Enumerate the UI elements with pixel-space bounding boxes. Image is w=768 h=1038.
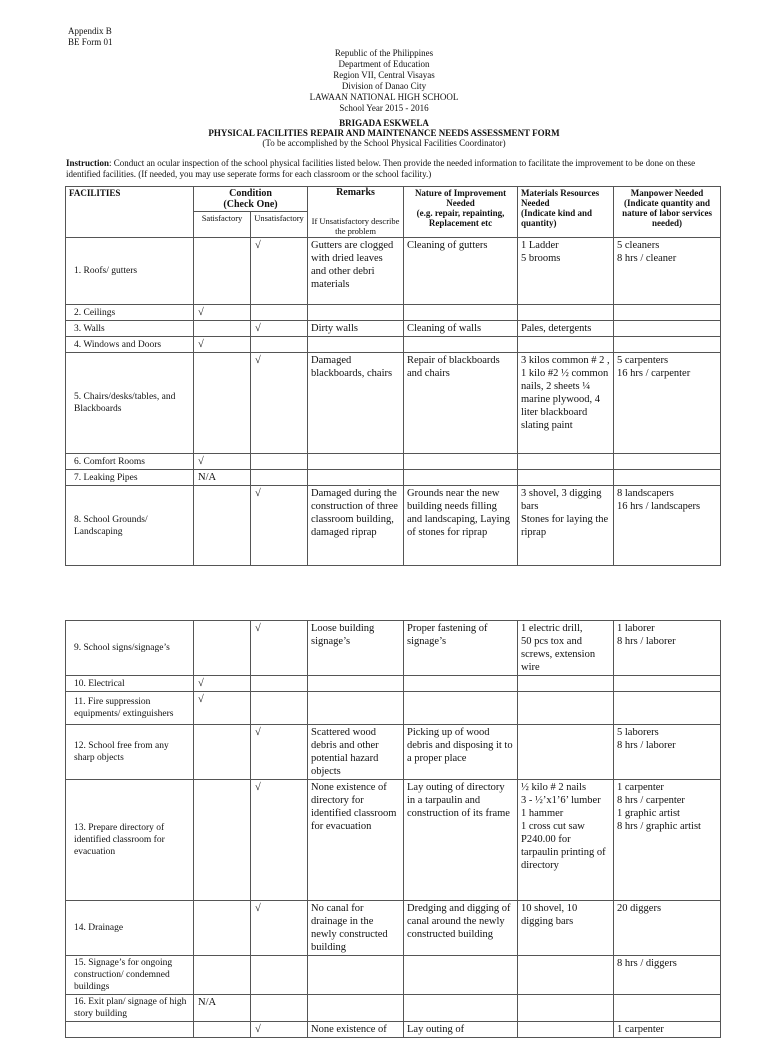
table-row [66, 780, 721, 901]
agency-line: Region VII, Central Visayas [333, 70, 435, 80]
form-code: BE Form 01 [68, 37, 113, 47]
unsatisfactory-cell [251, 454, 308, 470]
satisfactory-cell [194, 621, 251, 676]
col-nature [404, 187, 518, 238]
table-row [66, 321, 721, 337]
nature-cell: Cleaning of walls [404, 321, 518, 337]
manpower-cell: 5 cleaners 8 hrs / cleaner [614, 238, 721, 305]
remarks-cell [308, 337, 404, 353]
manpower-cell [614, 692, 721, 725]
nature-cell [404, 305, 518, 321]
col-nature-sub: (e.g. repair, repainting, Replacement etc [416, 208, 505, 228]
manpower-cell [614, 321, 721, 337]
materials-cell [518, 956, 614, 995]
table-row [66, 692, 721, 725]
unsatisfactory-cell [251, 956, 308, 995]
satisfactory-cell: N/A [194, 470, 251, 486]
table-row [66, 353, 721, 454]
nature-cell: Lay outing of [404, 1022, 518, 1038]
unsatisfactory-cell: √ [251, 901, 308, 956]
satisfactory-cell [194, 725, 251, 780]
table-row [66, 454, 721, 470]
manpower-cell: 5 laborers 8 hrs / laborer [614, 725, 721, 780]
table-row [66, 470, 721, 486]
materials-cell [518, 470, 614, 486]
unsatisfactory-cell [251, 692, 308, 725]
materials-cell: 1 electric drill, 50 pcs tox and screws, extension wire [518, 621, 614, 676]
table-row [66, 486, 721, 566]
table-row [66, 995, 721, 1022]
col-manpower-label: Manpower Needed [630, 188, 704, 198]
satisfactory-cell [194, 353, 251, 454]
materials-cell [518, 725, 614, 780]
col-check-one: (Check One) [223, 199, 278, 210]
unsatisfactory-cell: √ [251, 780, 308, 901]
materials-cell: 3 shovel, 3 digging bars Stones for laying the riprap [518, 486, 614, 566]
instruction-label: Instruction [66, 158, 110, 168]
form-subtitle: (To be accomplished by the School Physical Facilities Coordinator) [262, 138, 506, 148]
materials-cell [518, 305, 614, 321]
col-materials-label: Materials Resources Needed [521, 188, 600, 208]
assessment-table-page2 [65, 620, 721, 1038]
unsatisfactory-cell: √ [251, 353, 308, 454]
nature-cell: Dredging and digging of canal around the newly constructed building [404, 901, 518, 956]
table-row [66, 725, 721, 780]
table-row [66, 956, 721, 995]
nature-cell [404, 995, 518, 1022]
manpower-cell: 1 carpenter [614, 1022, 721, 1038]
materials-cell: 1 Ladder 5 brooms [518, 238, 614, 305]
manpower-cell: 1 carpenter 8 hrs / carpenter 1 graphic artist 8 hrs / graphic artist [614, 780, 721, 901]
col-remarks: Remarks [308, 187, 404, 212]
manpower-cell [614, 470, 721, 486]
table-row [66, 337, 721, 353]
manpower-cell [614, 337, 721, 353]
unsatisfactory-cell: √ [251, 1022, 308, 1038]
nature-cell [404, 676, 518, 692]
remarks-cell: Loose building signage’s [308, 621, 404, 676]
satisfactory-cell: N/A [194, 995, 251, 1022]
form-title-1: BRIGADA ESKWELA [339, 118, 429, 128]
facility-cell: 16. Exit plan/ signage of high story building [66, 995, 194, 1022]
table-row [66, 676, 721, 692]
manpower-cell: 5 carpenters 16 hrs / carpenter [614, 353, 721, 454]
materials-cell [518, 676, 614, 692]
satisfactory-cell: √ [194, 337, 251, 353]
materials-cell [518, 995, 614, 1022]
facility-cell: 6. Comfort Rooms [66, 454, 194, 470]
materials-cell: 10 shovel, 10 digging bars [518, 901, 614, 956]
facility-cell: 4. Windows and Doors [66, 337, 194, 353]
form-title-2: PHYSICAL FACILITIES REPAIR AND MAINTENANCE NEEDS ASSESSMENT FORM [208, 128, 560, 138]
materials-cell: 3 kilos common # 2 , 1 kilo #2 ½ common nails, 2 sheets ¼ marine plywood, 4 liter blackboard slating paint [518, 353, 614, 454]
col-satisfactory: Satisfactory [194, 212, 251, 238]
remarks-cell: None existence of directory for identified classroom for evacuation [308, 780, 404, 901]
satisfactory-cell [194, 486, 251, 566]
nature-cell: Lay outing of directory in a tarpaulin and construction of its frame [404, 780, 518, 901]
manpower-cell [614, 676, 721, 692]
appendix-label: Appendix B [68, 26, 112, 36]
nature-cell: Picking up of wood debris and disposing it to a proper place [404, 725, 518, 780]
remarks-cell [308, 454, 404, 470]
facility-cell: 13. Prepare directory of identified classroom for evacuation [66, 780, 194, 901]
facility-cell: 11. Fire suppression equipments/ extinguishers [66, 692, 194, 725]
unsatisfactory-cell: √ [251, 621, 308, 676]
facility-cell: 7. Leaking Pipes [66, 470, 194, 486]
manpower-cell: 8 landscapers 16 hrs / landscapers [614, 486, 721, 566]
nature-cell [404, 470, 518, 486]
nature-cell [404, 956, 518, 995]
agency-line: School Year 2015 - 2016 [339, 103, 429, 113]
facility-cell: 9. School signs/signage’s [66, 621, 194, 676]
col-manpower-sub: (Indicate quantity and nature of labor services needed) [622, 198, 712, 228]
remarks-cell: Scattered wood debris and other potential hazard objects [308, 725, 404, 780]
manpower-cell [614, 454, 721, 470]
nature-cell: Proper fastening of signage’s [404, 621, 518, 676]
remarks-cell [308, 956, 404, 995]
manpower-cell: 20 diggers [614, 901, 721, 956]
remarks-cell [308, 676, 404, 692]
satisfactory-cell [194, 780, 251, 901]
manpower-cell: 8 hrs / diggers [614, 956, 721, 995]
remarks-cell [308, 305, 404, 321]
unsatisfactory-cell: √ [251, 725, 308, 780]
agency-line: Department of Education [338, 59, 430, 69]
facility-cell: 12. School free from any sharp objects [66, 725, 194, 780]
satisfactory-cell: √ [194, 676, 251, 692]
unsatisfactory-cell [251, 676, 308, 692]
facility-cell: 14. Drainage [66, 901, 194, 956]
facility-cell: 5. Chairs/desks/tables, and Blackboards [66, 353, 194, 454]
agency-line: LAWAAN NATIONAL HIGH SCHOOL [309, 92, 459, 102]
nature-cell: Repair of blackboards and chairs [404, 353, 518, 454]
nature-cell [404, 692, 518, 725]
satisfactory-cell [194, 901, 251, 956]
remarks-cell: Damaged during the construction of three classroom building, damaged riprap [308, 486, 404, 566]
materials-cell [518, 454, 614, 470]
table-row [66, 305, 721, 321]
unsatisfactory-cell [251, 470, 308, 486]
instruction-text: : Conduct an ocular inspection of the school physical facilities listed below. Then provide the needed information to facilitate the improvement to be done on these identified facilities. (If needed, you may use seperate forms for each classroom or the school facility.) [66, 158, 696, 179]
nature-cell [404, 454, 518, 470]
agency-line: Republic of the Philippines [334, 48, 434, 58]
remarks-cell [308, 692, 404, 725]
facility-cell: 2. Ceilings [66, 305, 194, 321]
col-facilities: FACILITIES [66, 187, 194, 238]
remarks-cell: Dirty walls [308, 321, 404, 337]
unsatisfactory-cell [251, 995, 308, 1022]
materials-cell [518, 692, 614, 725]
table-row [66, 621, 721, 676]
instruction-paragraph [66, 158, 706, 180]
remarks-cell: Gutters are clogged with dried leaves and other debri materials [308, 238, 404, 305]
unsatisfactory-cell: √ [251, 238, 308, 305]
unsatisfactory-cell [251, 337, 308, 353]
facility-cell: 10. Electrical [66, 676, 194, 692]
satisfactory-cell: √ [194, 692, 251, 725]
facility-cell: 1. Roofs/ gutters [66, 238, 194, 305]
remarks-cell [308, 995, 404, 1022]
table-row [66, 238, 721, 305]
table-row [66, 901, 721, 956]
remarks-cell: No canal for drainage in the newly constructed building [308, 901, 404, 956]
unsatisfactory-cell [251, 305, 308, 321]
facility-cell: 3. Walls [66, 321, 194, 337]
col-condition [194, 187, 308, 212]
nature-cell [404, 337, 518, 353]
remarks-cell: Damaged blackboards, chairs [308, 353, 404, 454]
satisfactory-cell [194, 238, 251, 305]
col-unsatisfactory: Unsatisfactory [251, 212, 308, 238]
agency-header [0, 48, 768, 114]
unsatisfactory-cell: √ [251, 486, 308, 566]
remarks-cell: None existence of [308, 1022, 404, 1038]
materials-cell: Pales, detergents [518, 321, 614, 337]
col-remarks-sub: If Unsatisfactory describe the problem [308, 212, 404, 238]
manpower-cell [614, 995, 721, 1022]
materials-cell [518, 337, 614, 353]
col-nature-label: Nature of Improvement Needed [414, 188, 507, 208]
manpower-cell: 1 laborer 8 hrs / laborer [614, 621, 721, 676]
satisfactory-cell: √ [194, 454, 251, 470]
satisfactory-cell [194, 956, 251, 995]
remarks-cell [308, 470, 404, 486]
col-materials [518, 187, 614, 238]
col-condition-label: Condition [229, 188, 272, 199]
col-materials-sub: (Indicate kind and quantity) [521, 208, 593, 228]
facility-cell: 8. School Grounds/ Landscaping [66, 486, 194, 566]
nature-cell: Cleaning of gutters [404, 238, 518, 305]
nature-cell: Grounds near the new building needs filling and landscaping, Laying of stones for riprap [404, 486, 518, 566]
manpower-cell [614, 305, 721, 321]
unsatisfactory-cell: √ [251, 321, 308, 337]
col-manpower [614, 187, 721, 238]
satisfactory-cell: √ [194, 305, 251, 321]
materials-cell: ½ kilo # 2 nails 3 - ½’x1’6’ lumber 1 hammer 1 cross cut saw P240.00 for tarpaulin printing of directory [518, 780, 614, 901]
agency-line: Division of Danao City [341, 81, 427, 91]
satisfactory-cell [194, 321, 251, 337]
facility-cell: 15. Signage’s for ongoing construction/ condemned buildings [66, 956, 194, 995]
assessment-table-page1 [65, 186, 721, 566]
